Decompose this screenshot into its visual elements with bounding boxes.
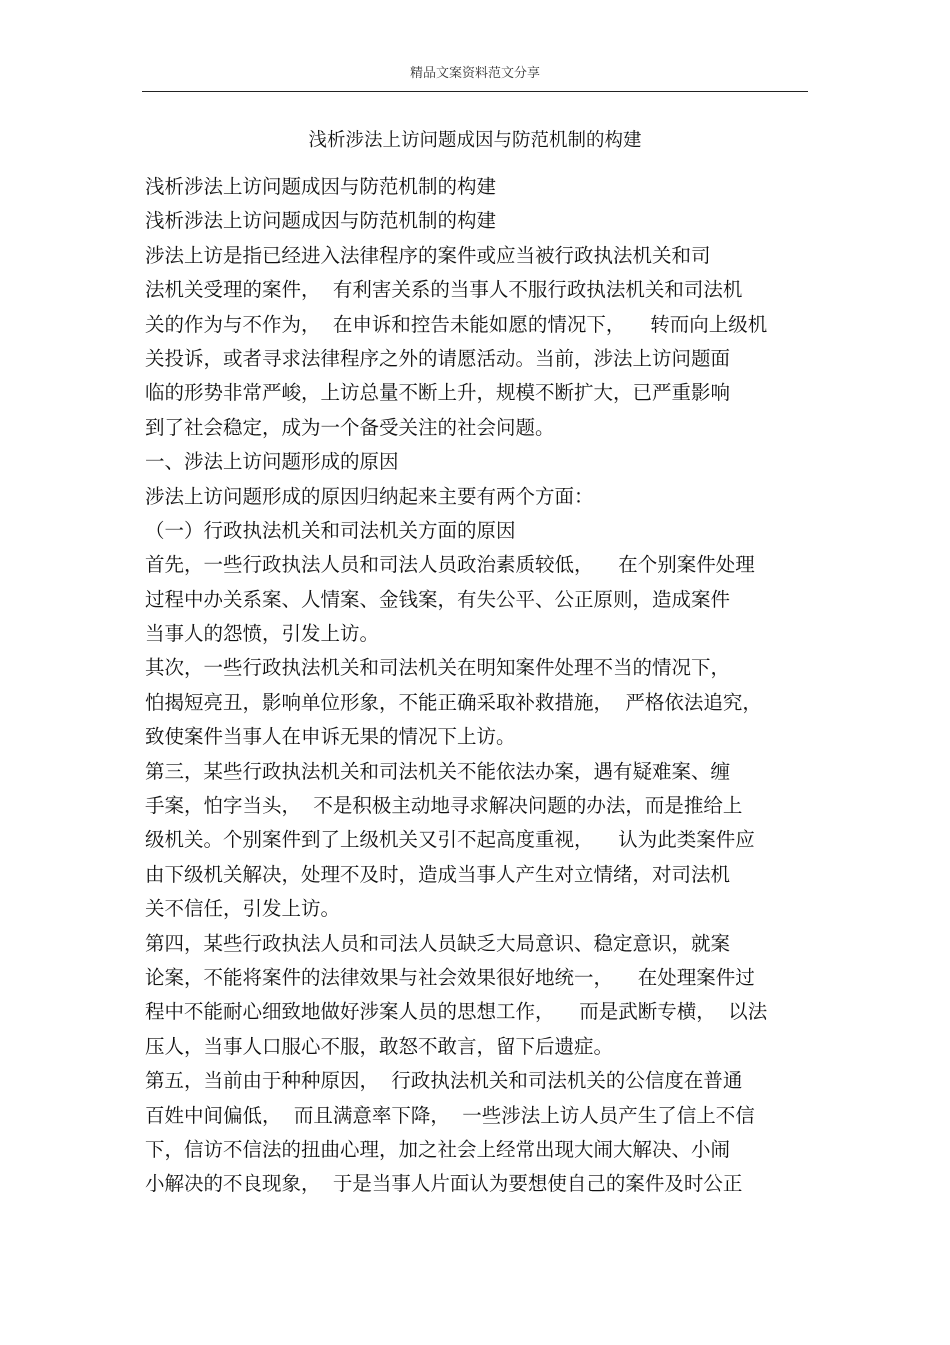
header-divider: [142, 91, 808, 92]
text-line: 致使案件当事人在申诉无果的情况下上访。: [145, 725, 516, 749]
text-line: 浅析涉法上访问题成因与防范机制的构建: [145, 175, 497, 198]
text-line: 临的形势非常严峻，上访总量不断上升，规模不断扩大，已严重影响: [145, 381, 731, 405]
text-line: 法机关受理的案件， 有利害关系的当事人不服行政执法机关和司法机: [145, 278, 743, 302]
text-line: 怕揭短亮丑，影响单位形象，不能正确采取补救措施， 严格依法追究，: [145, 690, 762, 714]
page-header: 精品文案资料范文分享: [409, 66, 540, 81]
text-line: 当事人的怨愤，引发上访。: [145, 622, 380, 646]
text-line: 关的作为与不作为， 在申诉和控告未能如愿的情况下， 转而向上级机: [145, 312, 768, 336]
text-line: 第四，某些行政执法人员和司法人员缺乏大局意识、稳定意识，就案: [145, 931, 731, 955]
text-line: 百姓中间偏低， 而且满意率下降， 一些涉法上访人员产生了信上不信: [145, 1103, 755, 1127]
text-line: 浅析涉法上访问题成因与防范机制的构建: [145, 209, 497, 233]
document-title: 浅析涉法上访问题成因与防范机制的构建: [308, 130, 642, 151]
text-line: 小解决的不良现象， 于是当事人片面认为要想使自己的案件及时公正: [145, 1172, 743, 1196]
text-line: 关投诉，或者寻求法律程序之外的请愿活动。当前，涉法上访问题面: [145, 346, 731, 370]
text-line: 下，信访不信法的扭曲心理，加之社会上经常出现大闹大解决、小闹: [145, 1137, 731, 1161]
text-line: 过程中办关系案、人情案、金钱案，有失公平、公正原则，造成案件: [145, 587, 731, 611]
text-line: 其次，一些行政执法机关和司法机关在明知案件处理不当的情况下，: [145, 656, 731, 680]
text-line: 首先，一些行政执法人员和司法人员政治素质较低， 在个别案件处理: [145, 553, 755, 577]
text-line: 第五，当前由于种种原因， 行政执法机关和司法机关的公信度在普通: [145, 1069, 743, 1093]
text-line: 程中不能耐心细致地做好涉案人员的思想工作， 而是武断专横， 以法: [145, 1000, 768, 1024]
text-line: 涉法上访是指已经进入法律程序的案件或应当被行政执法机关和司: [145, 243, 711, 267]
text-line: 压人，当事人口服心不服，敢怒不敢言，留下后遗症。: [145, 1034, 614, 1058]
text-line: 第三，某些行政执法机关和司法机关不能依法办案，遇有疑难案、缠: [145, 759, 731, 783]
section-heading: 一、涉法上访问题形成的原因: [145, 450, 399, 474]
text-line: 涉法上访问题形成的原因归纳起来主要有两个方面：: [145, 484, 594, 508]
subsection-heading: （一）行政执法机关和司法机关方面的原因: [145, 518, 516, 542]
text-line: 关不信任，引发上访。: [145, 897, 341, 921]
text-line: 手案，怕字当头， 不是积极主动地寻求解决问题的办法，而是推给上: [145, 794, 743, 818]
text-line: 到了社会稳定，成为一个备受关注的社会问题。: [145, 415, 555, 439]
document-body: [145, 170, 815, 1202]
text-line: 论案，不能将案件的法律效果与社会效果很好地统一， 在处理案件过: [145, 965, 755, 989]
text-line: 级机关。个别案件到了上级机关又引不起高度重视， 认为此类案件应: [145, 828, 755, 852]
text-line: 由下级机关解决，处理不及时，造成当事人产生对立情绪，对司法机: [145, 862, 731, 886]
